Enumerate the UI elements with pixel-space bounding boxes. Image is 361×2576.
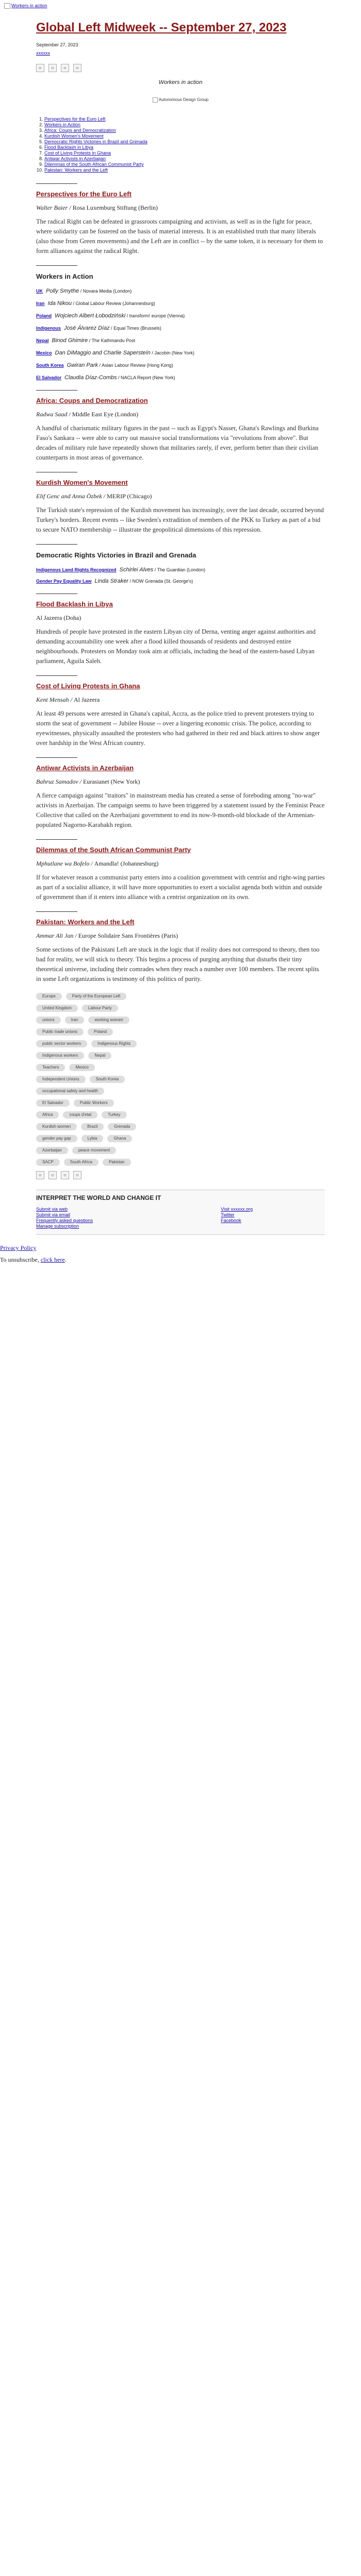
tag-row <box>36 991 325 1000</box>
tag[interactable]: Europe <box>36 993 62 1000</box>
footer-link[interactable]: Twitter <box>221 1212 235 1217</box>
share-icon[interactable]: ▫ <box>48 1171 57 1179</box>
byline: Al Jazeera (Doha) <box>36 614 81 621</box>
democratic-list <box>36 567 325 584</box>
footer-right-links <box>221 1207 253 1229</box>
share-icons-top <box>36 64 325 72</box>
tag[interactable]: Party of the European Left <box>66 993 126 1000</box>
footer-link[interactable]: Visit xxxxxx.org <box>221 1207 253 1212</box>
byline: Mphutlane wa Bofelo / Amandla! (Johannesburg) <box>36 860 159 867</box>
tag-row <box>36 1145 325 1154</box>
share-icon[interactable]: ▫ <box>73 1171 81 1179</box>
unsubscribe-text: To unsubscribe, click here. <box>0 1256 67 1263</box>
share-icons-bottom <box>36 1171 325 1179</box>
article-body: A fierce campaign against "traitors" in mainstream media has created a sense of foreboding among "no-war" activists in Azerbaijan. The campaign seems to have been triggered by a statement issued by the Feminist Peace Collective that called on the Azerbaijani government to end its now-9-month-old blockade of the Armenian-populated Nagorno-Karabakh region. <box>36 792 325 828</box>
section-divider <box>36 839 77 840</box>
share-icon[interactable]: ▫ <box>61 64 69 72</box>
article-body: At least 49 persons were arrested in Ghana's capital, Accra, as the police tried to prevent protesters trying to storm the seat of government -- Jubilee House -- over a lingering economic crisis. The police, according to eyewitnesses, physically assaulted the protesters who had gathered in their red and black attires to show anger over hardship in the West African country. <box>36 710 320 747</box>
byline: Kent Mensah / Al Jazeera <box>36 696 100 703</box>
tag-row <box>36 1015 325 1024</box>
tag[interactable]: peace movement <box>72 1147 116 1154</box>
section-title-kurdish: Kurdish Women's Movement <box>36 479 128 486</box>
tag-row <box>36 1157 325 1166</box>
broken-image-icon <box>153 97 158 103</box>
list-item: Indigenous José Álvarez Díaz / Equal Times (Brussels) <box>36 325 161 331</box>
tag[interactable]: unions <box>36 1016 61 1024</box>
toc-item[interactable]: 10. Pakistan: Workers and the Left <box>44 167 325 173</box>
toc-item[interactable]: 8. Antiwar Activists in Azerbaijan <box>44 156 325 162</box>
article-body: The radical Right can be defeated in grassroots campaigning and activism, as well as in the fight for peace, where solidarity can be fostered on the basis of material interests. It is an established truth that many liberals (also those from Green movements) and the Left are in conflict -- by the same token, it is necessary for them to form alliances against the radical Right. <box>36 218 323 255</box>
tag-row <box>36 1050 325 1059</box>
section-divider <box>36 757 77 758</box>
footer-link[interactable]: Manage subscription <box>36 1224 79 1229</box>
section-title-sacp: Dilemmas of the South African Communist Party <box>36 846 191 854</box>
workers-list <box>36 288 325 381</box>
share-icon[interactable]: ▫ <box>73 64 81 72</box>
tag-row <box>36 1027 325 1036</box>
tag[interactable]: South Africa <box>64 1159 99 1166</box>
tag[interactable]: Nepal <box>88 1052 111 1059</box>
table-of-contents <box>44 116 325 173</box>
tag[interactable]: Ghana <box>107 1135 132 1142</box>
tag[interactable]: public sector workers <box>36 1040 87 1047</box>
list-item: Gender Pay Equality Law Linda Straker / NOW Grenada (St. George's) <box>36 578 193 584</box>
top-workers-link[interactable]: Workers in action <box>0 0 361 15</box>
section-title-africa: Africa: Coups and Democratization <box>36 397 148 404</box>
tag[interactable]: Public trade unions <box>36 1028 84 1036</box>
toc-item[interactable]: 3. Africa: Coups and Democratization <box>44 128 325 133</box>
footer-heading: INTERPRET THE WORLD AND CHANGE IT <box>36 1194 161 1201</box>
newsletter-container <box>36 21 325 1179</box>
tag[interactable]: gender pay gap <box>36 1135 77 1142</box>
section-title-azerbaijan: Antiwar Activists in Azerbaijan <box>36 764 134 772</box>
list-item: El Salvador Claudia Díaz-Combs / NACLA Report (New York) <box>36 375 175 381</box>
section-title-workers: Workers in Action <box>36 273 93 280</box>
tag-row <box>36 1098 325 1107</box>
tag-row <box>36 1062 325 1071</box>
section-divider <box>36 675 77 676</box>
byline: Elif Genc and Anna Özbek / MERIP (Chicago) <box>36 493 152 500</box>
section-divider <box>36 183 77 184</box>
tag[interactable]: Brazil <box>81 1123 104 1130</box>
footer-links <box>36 1207 253 1229</box>
intro-block <box>36 79 325 103</box>
tag[interactable]: El Salvador <box>36 1099 70 1107</box>
share-icon[interactable]: ▫ <box>36 64 44 72</box>
byline: Walter Baier / Rosa Luxemburg Stiftung (Berlin) <box>36 204 158 211</box>
after-footer <box>0 1235 361 1264</box>
article-body: Hundreds of people have protested in the eastern Libyan city of Derna, venting anger against authorities and demanding accountability one week after a flood killed thousands of residents and destroyed entire neighbourhoods. Protesters on Monday took aim at officials, including the head of the eastern-based Libyan parliament, Aguila Saleh. <box>36 628 316 665</box>
tag-cloud <box>36 991 325 1166</box>
tag[interactable]: Pakistan <box>103 1159 131 1166</box>
byline: Radwa Saad / Middle East Eye (London) <box>36 411 138 418</box>
tag-row <box>36 1074 325 1083</box>
article-body: The Turkish state's repression of the Kurdish movement has increasingly, over the last decade, occurred beyond Turkey's borders. Recent events -- like Sweden's extradition of members of the PKK to Turkey as part of a bid to secure NATO membership -- illustrate the geopolitical dimensions of this repression. <box>36 506 324 533</box>
tag[interactable]: Public Workers <box>74 1099 114 1107</box>
tag[interactable]: Grenada <box>108 1123 136 1130</box>
tag[interactable]: Teachers <box>36 1064 65 1071</box>
toc-item[interactable]: 4. Kurdish Women's Movement <box>44 133 325 139</box>
tag[interactable]: Mexico <box>69 1064 94 1071</box>
list-item: UK Polly Smythe / Novara Media (London) <box>36 288 132 294</box>
article-body: A handful of charismatic military figures in the past -- such as Egypt's Nasser, Ghana's Rawlings and Burkina Faso's Sankara -- were able to carry out massive social transformations via "revolutions from above". But decades of military rule have repeatedly shown that militaries rarely, if ever, perform better than their civilian counterparts in most areas of governance. <box>36 425 319 461</box>
tag-row <box>36 1039 325 1047</box>
section-divider <box>36 390 77 391</box>
toc-item[interactable]: 9. Dilemmas of the South African Communist Party <box>44 162 325 167</box>
section-divider <box>36 265 77 266</box>
section-divider <box>36 544 77 545</box>
tag-row <box>36 1086 325 1095</box>
tag[interactable]: Iran <box>65 1016 85 1024</box>
list-item: Poland Wojciech Albert Łobodziński / transform! europe (Vienna) <box>36 313 185 319</box>
section-title-pakistan: Pakistan: Workers and the Left <box>36 918 135 926</box>
tag-row <box>36 1110 325 1118</box>
section-title-euro-left: Perspectives for the Euro Left <box>36 190 132 198</box>
tag[interactable]: Azerbaijan <box>36 1147 68 1154</box>
toc-item[interactable]: 2. Workers in Action <box>44 122 325 128</box>
tag[interactable]: Independent Unions <box>36 1076 86 1083</box>
tag[interactable]: occupational safety and health <box>36 1088 104 1095</box>
broken-image-icon <box>4 3 10 9</box>
toc-item[interactable]: 5. Democratic Rights Victories in Brazil and Grenada <box>44 139 325 145</box>
tag[interactable]: Africa <box>36 1111 59 1118</box>
tag[interactable]: Indigenous Rights <box>91 1040 137 1047</box>
tag[interactable]: Labour Party <box>82 1005 118 1012</box>
list-item: Indigenous Land Rights Recognized Schirlei Alves / The Guardian (London) <box>36 567 206 573</box>
site-link[interactable]: xxxxxx <box>36 50 50 56</box>
section-title-ghana: Cost of Living Protests in Ghana <box>36 682 140 690</box>
list-item: Nepal Binod Ghimire / The Kathmandu Post <box>36 337 136 344</box>
tag-row <box>36 1003 325 1012</box>
tag[interactable]: United Kingdom <box>36 1005 78 1012</box>
byline: Ammar Ali Jan / Europe Solidaire Sans Frontières (Paris) <box>36 932 178 939</box>
tag[interactable]: Turkey <box>102 1111 126 1118</box>
footer-left-links <box>36 1207 93 1229</box>
section-divider <box>36 911 77 912</box>
toc-item[interactable]: 1. Perspectives for the Euro Left <box>44 116 325 122</box>
footer-link[interactable]: Frequently asked questions <box>36 1218 93 1223</box>
share-icon[interactable]: ▫ <box>61 1171 69 1179</box>
share-icon[interactable]: ▫ <box>36 1171 44 1179</box>
article-body: If for whatever reason a communist party enters into a coalition government with centrist and right-wing parties as part of a socialist alliance, it will have more opportunities to exert a socialist agenda both within and outside of government than if it enters into alliance with a centrist organization on its own. <box>36 874 325 901</box>
page-title[interactable]: Global Left Midweek -- September 27, 2023 <box>36 21 287 35</box>
unsubscribe-link[interactable]: click here <box>40 1256 65 1263</box>
logo-image: Autonomous Design Group <box>153 97 209 103</box>
tag[interactable]: Indigenous workers <box>36 1052 84 1059</box>
tag[interactable]: Poland <box>88 1028 113 1036</box>
tag[interactable]: coups d'etat <box>63 1111 97 1118</box>
list-item: Mexico Dan DiMaggio and Charlie Sapersteín / Jacobin (New York) <box>36 350 194 356</box>
section-title-libya: Flood Backlash in Libya <box>36 600 113 608</box>
tag[interactable]: Kurdish women <box>36 1123 77 1130</box>
byline: Bahruz Samadov / Eurasianet (New York) <box>36 778 140 785</box>
list-item: Iran Ida Nikou / Global Labour Review (Johannesburg) <box>36 300 155 307</box>
issue-date: September 27, 2023 <box>36 42 78 47</box>
toc-item[interactable]: 7. Cost of Living Protests in Ghana <box>44 150 325 156</box>
share-icon[interactable]: ▫ <box>48 64 57 72</box>
intro-caption: Workers in action <box>158 79 203 86</box>
list-item: South Korea Gwiran Park / Asian Labour Review (Hong Kong) <box>36 362 173 368</box>
tag-row <box>36 1122 325 1130</box>
tag[interactable]: Lybia <box>81 1135 104 1142</box>
footer-link[interactable]: Submit via email <box>36 1212 71 1217</box>
privacy-policy-link[interactable]: Privacy Policy <box>0 1244 37 1251</box>
footer-link[interactable]: Facebook <box>221 1218 241 1223</box>
footer <box>36 1190 325 1235</box>
footer-link[interactable]: Submit via web <box>36 1207 68 1212</box>
toc-item[interactable]: 6. Flood Backlash in Libya <box>44 145 325 150</box>
section-title-democratic: Democratic Rights Victories in Brazil and Grenada <box>36 551 196 559</box>
tag[interactable]: working women <box>88 1016 129 1024</box>
tag[interactable]: SACP <box>36 1159 60 1166</box>
article-body: Some sections of the Pakistani Left are stuck in the logic that if reality does not correspond to theory, then too bad for reality, we will stick to theory. This begins a process of purging anything that disturbs their tiny theoretical universe, including their comrades when they reach a number over 100 members. The recent splits in some Left organizations is testimony of this politics of purity. <box>36 946 320 982</box>
tag[interactable]: South Korea <box>90 1076 125 1083</box>
tag-row <box>36 1133 325 1142</box>
